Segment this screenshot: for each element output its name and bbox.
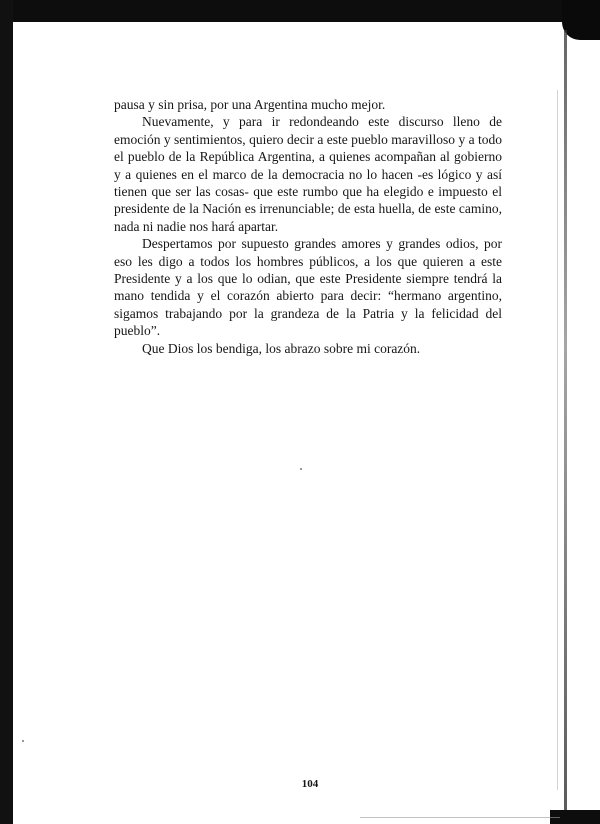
scan-speck <box>300 468 302 470</box>
paragraph: Que Dios los bendiga, los abrazo sobre mi corazón. <box>142 340 421 356</box>
binding-line <box>557 90 558 790</box>
scan-border-bottom <box>360 817 560 818</box>
scan-speck <box>22 740 24 742</box>
paragraph: pausa y sin prisa, por una Argentina mucho mejor. <box>114 97 386 112</box>
paragraph: Nuevamente, y para ir redondeando este discurso lleno de emoción y sentimientos, quiero decir a este pueblo maravilloso y a todo el pueblo de la República Argentina, a quienes acompañan al gobierno y a quienes en el marco de la democracia no lo hacen -es lógico y así tienen que ser las cosas- que este rumbo que ha elegido e impuesto el presidente de la Nación es irrenunciable; de esta huella, de este camino, nada ni nadie nos hará apartar. <box>114 114 502 234</box>
scan-border-top <box>0 0 600 22</box>
scan-border-left <box>0 0 13 824</box>
scan-corner-top-right <box>562 0 600 40</box>
page-number: 104 <box>301 778 319 790</box>
body-text <box>114 96 502 357</box>
binding-shadow <box>564 30 567 820</box>
paragraph: Despertamos por supuesto grandes amores y grandes odios, por eso les digo a todos los hombres públicos, a los que quieren a este Presidente y a los que lo odian, que este Presidente siempre tendrá la mano tendida y el corazón abierto para decir: “hermano argentino, sigamos trabajando por la grandeza de la Patria y la felicidad del pueblo”. <box>114 236 502 339</box>
